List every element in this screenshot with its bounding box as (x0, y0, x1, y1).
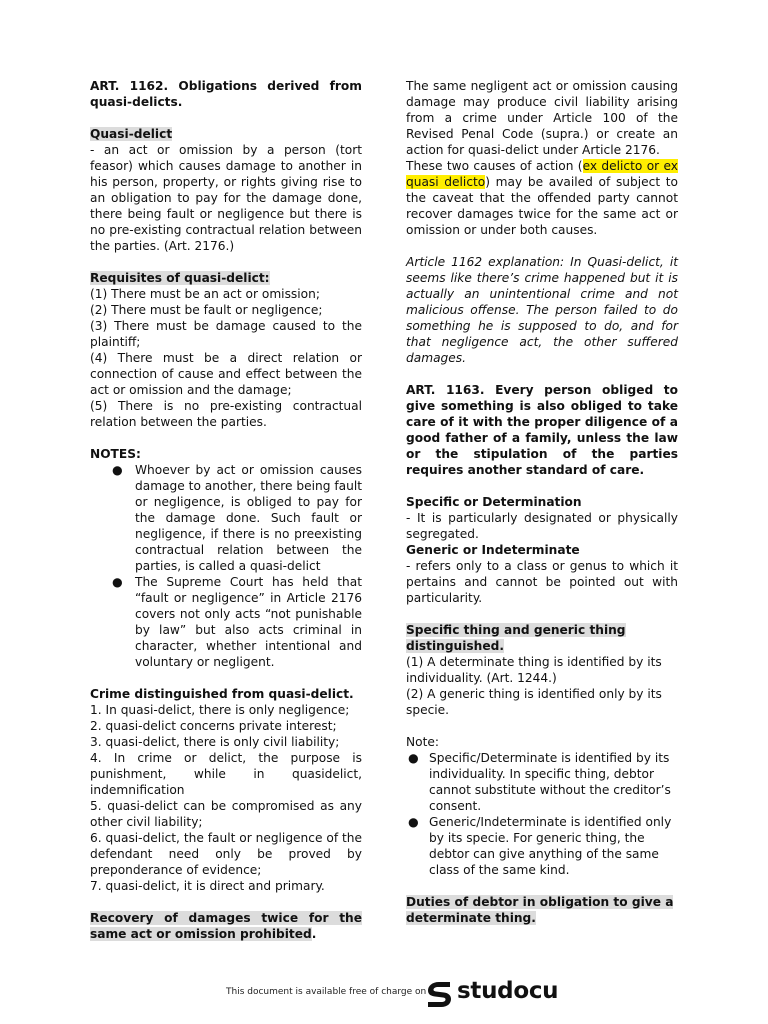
right-column (406, 78, 678, 926)
crime-heading: Crime distinguished from quasi-delict. (90, 687, 354, 701)
paragraph: The same negligent act or omission causing damage may produce civil liability arising from a crime under Article 100 of the Revised Penal Code (supra.) or create an action for quasi-delict under Article 2176. (406, 79, 678, 157)
bullet-icon: ● (408, 751, 419, 765)
studocu-logo-icon[interactable] (424, 979, 454, 1009)
footer-text: This document is available free of charge on (226, 987, 427, 997)
bullet-icon: ● (112, 463, 123, 477)
crime-item: 6. quasi-delict, the fault or negligence of the defendant need only be proved by preponderance of evidence; (90, 831, 362, 877)
distinguished-heading: Specific thing and generic thing distinguished. (406, 623, 626, 653)
crime-item: 1. In quasi-delict, there is only negligence; (90, 703, 350, 717)
specific-text: - It is particularly designated or physically segregated. (406, 511, 678, 541)
distinguished-item: (2) A generic thing is identified only by its specie. (406, 687, 662, 717)
art1162-title: ART. 1162. Obligations derived from quasi-delicts. (90, 79, 362, 109)
left-column (90, 78, 362, 942)
requisite-item: (3) There must be damage caused to the plaintiff; (90, 319, 362, 349)
requisite-item: (2) There must be fault or negligence; (90, 303, 323, 317)
crime-item: 7. quasi-delict, it is direct and primary. (90, 879, 325, 893)
notes-heading: NOTES: (90, 447, 141, 461)
quasi-delict-definition: - an act or omission by a person (tort feasor) which causes damage to another in his person, property, or rights giving rise to an obligation to pay for the damage done, there being fault or negligence but there is no pre-existing contractual relation between the parties. (Art. 2176.) (90, 143, 362, 253)
crime-item: 4. In crime or delict, the purpose is punishment, while in quasidelict, indemnification (90, 751, 362, 797)
article-explanation: Article 1162 explanation: In Quasi-delict, it seems like there’s crime happened but it is actually an unintentional crime and not malicious offense. The person failed to do something he is supposed to do, and for that negligence act, the other suffered damages. (406, 255, 678, 365)
crime-item: 3. quasi-delict, there is only civil liability; (90, 735, 340, 749)
note-heading: Note: (406, 735, 439, 749)
note-list (406, 750, 678, 878)
footer (0, 976, 768, 1008)
requisite-item: (5) There is no pre-existing contractual relation between the parties. (90, 399, 362, 429)
list-item: ● Specific/Determinate is identified by its individuality. In specific thing, debtor cannot substitute without the creditor’s consent. (408, 751, 671, 813)
bullet-icon: ● (408, 815, 419, 829)
distinguished-item: (1) A determinate thing is identified by its individuality. (Art. 1244.) (406, 655, 662, 685)
requisites-heading: Requisites of quasi-delict: (90, 271, 270, 285)
generic-text: - refers only to a class or genus to which it pertains and cannot be pointed out with particularity. (406, 559, 678, 605)
crime-item: 5. quasi-delict can be compromised as any other civil liability; (90, 799, 362, 829)
bullet-icon: ● (112, 575, 123, 589)
recovery-heading: Recovery of damages twice for the same act or omission prohibited. (90, 911, 362, 941)
generic-heading: Generic or Indeterminate (406, 543, 580, 557)
crime-item: 2. quasi-delict concerns private interest; (90, 719, 337, 733)
highlight: ex delicto or ex quasi delicto (406, 159, 678, 189)
duties-heading: Duties of debtor in obligation to give a determinate thing. (406, 895, 674, 925)
studocu-brand[interactable]: studocu (457, 978, 559, 1004)
art1163: ART. 1163. Every person obliged to give something is also obliged to take care of it with the proper diligence of a good father of a family, unless the law or the stipulation of the parties requires another standard of care. (406, 383, 678, 477)
requisite-item: (1) There must be an act or omission; (90, 287, 320, 301)
notes-list (90, 462, 362, 670)
requisite-item: (4) There must be a direct relation or connection of cause and effect between the act or omission and the damage; (90, 351, 362, 397)
quasi-delict-heading: Quasi-delict (90, 127, 173, 141)
specific-heading: Specific or Determination (406, 495, 582, 509)
list-item: ● Generic/Indeterminate is identified only by its specie. For generic thing, the debtor can give anything of the same class of the same kind. (408, 815, 672, 877)
list-item: ● Whoever by act or omission causes damage to another, there being fault or negligence, is obliged to pay for the damage done. Such fault or negligence, if there is no preexisting contractual relation between the parties, is called a quasi-delict (112, 463, 362, 573)
paragraph: These two causes of action (ex delicto or ex quasi delicto) may be availed of subject to the caveat that the offended party cannot recover damages twice for the same act or omission or under both causes. (406, 159, 678, 237)
list-item: ● The Supreme Court has held that “fault or negligence” in Article 2176 covers not only acts “not punishable by law” but also acts criminal in character, whether intentional and voluntary or negligent. (112, 575, 362, 669)
